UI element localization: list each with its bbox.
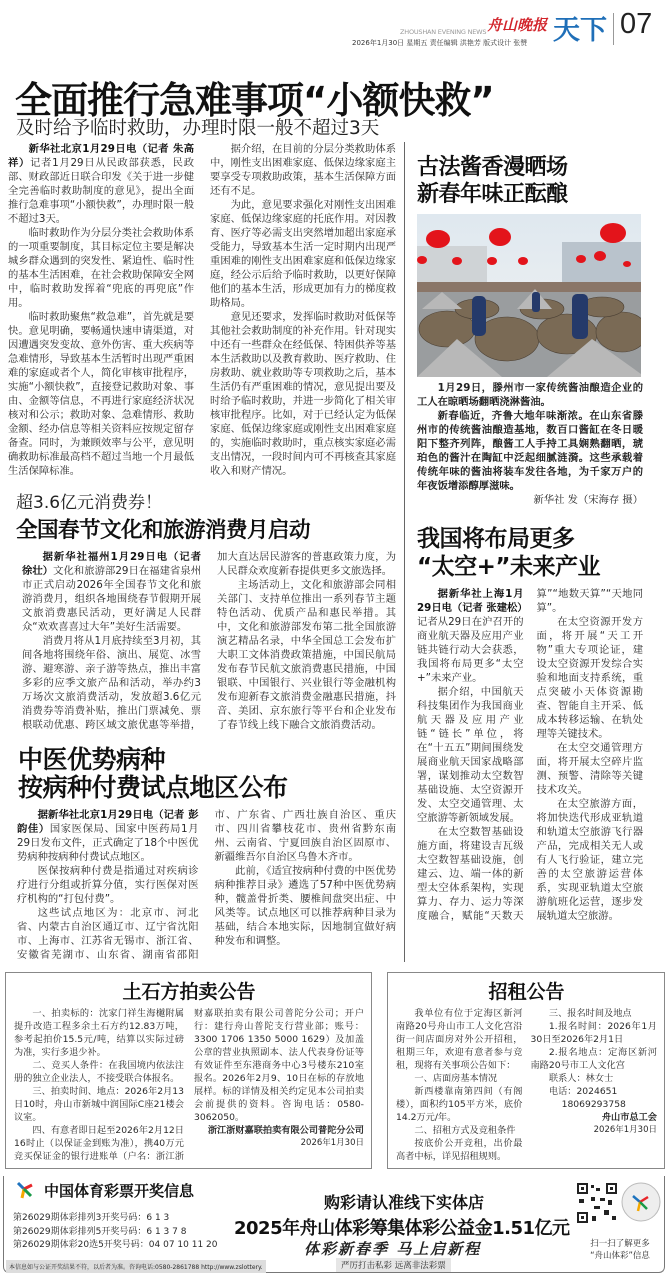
paragraph: 四、有意者即日起至2026年2月12日16时止（以保证金到账为准），携40万元竞买保证金的银行进账单（户名：浙江浙财嘉联拍卖有限公司普陀分公司；开户行：建行舟山普陀支行营业部；账号：3300 1706 1350 5000 1629）及加盖公章的营业执照副本、法人代表身份证等有效证件至东港商务中心3号楼东210室报名。2026年2月9、10日在标的存放地展样。标的详情及相关约定见本公司拍卖会前提供的资料。咨询电话：0580-3062050。 — [14, 1008, 364, 1162]
paragraph: 意见还要求，发挥临时救助对低保等其他社会救助制度的补充作用。针对现实中还有一些群众在经低保、特困供养等基本生活救助以及教育救助、医疗救助、住房救助、就业救助等专项救助之后，基本生活仍有严重困难的情况，意见提出要及时给予临时救助，并进一步简化了相关审核审批程序。比如，对于已经认定为低保家庭、低保边缘家庭或刚性支出困难家庭的，实施临时救助时，重点核实家庭必需支出情况，一段时间内可不再核查其家庭收入和财产情况。 — [210, 311, 396, 477]
newspaper-logo: 舟山晚报 — [487, 16, 548, 34]
result-line: 第26029期体彩20选5开奖号码：04 07 10 11 20 — [13, 1240, 218, 1250]
photo-headline-line-2: 新春年味正酝酿 — [417, 182, 568, 207]
paragraph: 联系人：林女士 — [548, 1073, 614, 1084]
ads-row — [0, 972, 669, 1169]
qr-caption-line: “舟山体彩”信息 — [590, 1251, 650, 1261]
rental-notice — [387, 972, 665, 1169]
tourism-headline: 全国春节文化和旅游消费月启动 — [16, 518, 311, 543]
rental-title: 招租公告 — [488, 981, 565, 1003]
issue-meta: 2026年1月30日 星期五 责任编辑 洪艳芳 版式设计 张赞 — [352, 39, 528, 47]
paragraph: 在太空资源开发方面，将开展“天工开物”重大专项论证，建设太空资源开发综合实验和地面支持系统，重点突破小天体资源勘查、智能自主开采、低成本转移运输、在轨处理等关键技术。 — [536, 616, 643, 740]
caption-paragraph: 新春临近，齐鲁大地年味渐浓。在山东省滕州市的传统酱油酿造基地，数百口酱缸在冬日暖阳下整齐列阵，酿酱工人手持工具娴熟翻晒，琥珀色的酱汁在陶缸中泛起细腻涟漪。这些承载着传统年味的酱油将装车发往各地，为千家万户的年夜饭增添醇厚滋味。 — [417, 410, 643, 492]
paragraph: 记者1月29日从民政部获悉，民政部、财政部近日联合印发《关于进一步健全完善临时救助制度的意见》，提出全面推行急难事项“小额快救”，办理时限一般不超过3天。 — [8, 157, 195, 225]
auction-date: 2026年1月30日 — [300, 1138, 364, 1148]
paragraph: 新西楼靠南第四间（有阁楼），面积约105平方米，底价14.2万元/年。 — [396, 1086, 523, 1123]
paragraph: 二、招租方式及竞租条件 — [414, 1125, 516, 1136]
space-headline-line-2: “太空+”未来产业 — [417, 554, 601, 580]
lead-subheadline: 及时给予临时救助，办理时限一般不超过3天 — [16, 118, 380, 139]
paragraph: 记者从29日在沪召开的商业航天器及应用产业链共链行动大会获悉，我国将布局更多“太空+”未来产业。 — [417, 616, 524, 684]
main-row — [0, 142, 669, 962]
page-number: 07 — [620, 8, 653, 40]
lead-body — [8, 142, 396, 478]
dateline: 新华社北京1月29日电（记者 朱高祥） — [8, 143, 194, 169]
space-headline-line-1: 我国将布局更多 — [417, 526, 575, 552]
dateline: 据新华社福州1月29日电（记者 徐壮） — [22, 551, 201, 577]
paragraph: 文化和旅游部29日在福建省泉州市正式启动2026年全国春节文化和旅游消费月，组织各地围绕春节假期开展文旅消费惠民活动，更好满足人民群众“欢欢喜喜过大年”美好生活需要。 — [22, 565, 201, 633]
lottery-title: 中国体育彩票开奖信息 — [44, 1182, 195, 1200]
tourism-body — [8, 550, 396, 732]
photo-credit: 新华社 发（宋海存 摄） — [533, 494, 643, 506]
lottery-slogan-1: 购彩请认准线下实体店 — [323, 1193, 484, 1212]
sports-lottery-logo-icon — [14, 1180, 36, 1200]
lead-headline: 全面推行急难事项“小额快救” — [15, 79, 494, 122]
paragraph: 国家医保局、国家中医药局1月29日发布文件，正式确定了18个中医优势病种按病种付费试点地区。 — [17, 823, 199, 863]
tcm-headline: 按病种付费试点地区公布 — [18, 773, 288, 802]
result-line: 第26029期体彩排列5开奖号码：6 1 3 7 8 — [13, 1226, 187, 1237]
right-column — [405, 142, 653, 923]
dateline: 据新华社北京1月29日电（记者 彭韵佳） — [17, 809, 199, 835]
paragraph: 在太空交通管理方面，将开展太空碎片监测、预警、清除等关键技术攻关。 — [536, 742, 643, 796]
masthead-english-name: ZHOUSHAN EVENING NEWS — [400, 28, 487, 36]
lottery-ad — [3, 1176, 665, 1273]
dateline: 据新华社上海1月29日电（记者 张建松） — [417, 588, 528, 614]
lottery-slogan-2: 2025年舟山体彩筹集体彩公益金1.51亿元 — [234, 1218, 570, 1239]
auction-notice — [5, 972, 372, 1169]
paragraph: 三、拍卖时间、地点：2026年2月13日10时，舟山市新城中润国际C座21楼会议室。 — [14, 1086, 184, 1123]
space-body — [417, 587, 643, 923]
paragraph: 临时救助作为分层分类社会救助体系的一项重要制度，其目标定位主要是解决城乡群众遇到的突发性、紧迫性、临时性的基本生活困难，在社会救助保障安全网中，临时救助发挥着“兜底的再兜底”作用。 — [8, 227, 194, 309]
tcm-kicker: 中医优势病种 — [18, 745, 166, 774]
lottery-slogan-4: 严厉打击私彩 远离非法彩票 — [336, 1258, 451, 1272]
qr-code-icon[interactable] — [576, 1182, 618, 1224]
lottery-slogan-3: 体彩新春季 马上启新程 — [304, 1240, 482, 1258]
paragraph: 在太空旅游方面，将加快迭代形成亚轨道和轨道太空旅游飞行器产品，完成相关无人或有人飞行验证，建立完善的太空旅游运营体系，实现亚轨道太空旅游航班化运营，逐步发展轨道太空旅游。 — [536, 798, 643, 922]
tcm-body — [8, 808, 396, 962]
paragraph: 据介绍，在目前的分层分类救助体系中，刚性支出困难家庭、低保边缘家庭主要享受专项救助政策，基本生活保障方面还有不足。 — [210, 143, 396, 197]
paragraph: 主场活动上，文化和旅游部会同相关部门、支持单位推出一系列春节主题特色活动、优质产品和惠民举措。其中，文化和旅游部发布第二批全国旅游演艺精品名录，中华全国总工会发布扩大职工文体消费政策措施，中国民航局发布春节民航文旅消费惠民措施，中国银联、中国银行、兴业银行等金融机构发布迎新春文旅消费金融惠民措施，抖音、美团、京东旅行等平台和企业发布了春节线上线下融合文旅消费活动。 — [217, 579, 396, 731]
paragraph: 据介绍，中国航天科技集团作为我国商业航天器及应用产业链“链长”单位，将在“十五五”期间围绕发展商业航天国家战略部署，谋划推动太空数智基础设施、太空资源开发、太空交通管理、太空旅游等新领域发展。 — [417, 686, 524, 824]
paragraph: 三、报名时间及地点 — [548, 1008, 632, 1019]
paragraph: 电话：2024651 — [548, 1086, 618, 1097]
paragraph: 一、店面房基本情况 — [414, 1073, 498, 1084]
paragraph: 临时救助聚焦“救急难”，首先就是要快。意见明确，要畅通快速申请渠道，对因遭遇突发变故、意外伤害、重大疾病等急难情形，导致基本生活暂时出现严重困难的家庭或者个人，简化审核审批程序，实施“小额快救”，直接登记救助对象、事由、金额等信息，不再进行家庭经济状况核对和公示；救助对象、急难情形、救助金额、经办信息等相关资料应按规定留存备查。同时，为兼顾效率与公平，意见明确救助标准最高档不超过当地一个月最低生活保障标准。 — [8, 311, 194, 477]
masthead-divider — [613, 13, 614, 45]
main-column — [8, 142, 405, 962]
paragraph: 这些试点地区为：北京市、河北省、内蒙古自治区通辽市、辽宁省沈阳市、上海市、江苏省无锡市、浙江省、安徽省芜湖市、山东省、湖南省邵阳市、广东省、广西壮族自治区、重庆市、四川省攀枝花市、贵州省黔东南州、云南省、宁夏回族自治区固原市、新疆维吾尔自治区乌鲁木齐市。 — [17, 809, 396, 961]
page-header — [0, 0, 669, 142]
paragraph: 在太空数智基础设施方面，将建设吉瓦级太空数智基础设施，创建云、边、端一体的新型太空体系架构，实现算力、存力、运力等深度融合，赋能“天数天算”“地数天算”“天地同算”。 — [417, 588, 643, 922]
lottery-footer: 本信息如与公证开奖结果不符，以后者为准。咨询电话:0580-2861788 http://www.zslottery. — [6, 1260, 266, 1273]
zhoushan-lottery-badge-icon — [621, 1182, 661, 1222]
auction-signature: 浙江浙财嘉联拍卖有限公司普陀分公司 — [207, 1125, 364, 1136]
paragraph: 医保按病种付费是指通过对疾病诊疗进行分组或折算分值，实行医保对医疗机构的“打包付费”。 — [17, 865, 199, 905]
paragraph: 此前，《适宜按病种付费的中医优势病种推荐目录》遴选了57种中医优势病种，髋盖骨折类、腰椎间盘突出症、中风类等。试点地区可以推荐病种目录为基础，结合本地实际，因地制宜做好病种发布和调整。 — [214, 865, 396, 947]
result-line: 第26029期体彩排列3开奖号码：6 1 3 — [13, 1213, 170, 1223]
paragraph: 消费月将从1月底持续至3月初，其间各地将围绕年俗、演出、展览、冰雪游、避寒游、亲子游等热点，推出丰富多彩的应季文旅产品和活动，举办约3万场次文旅消费活动，发放超3.6亿元消费券等消费补贴，推出门票减免、票根联动优惠、跨区域文旅优惠等举措，加大直达居民游客的普惠政策力度，为人民群众欢度新春提供更多文旅选择。 — [22, 551, 396, 731]
paragraph: 18069293758 — [561, 1099, 626, 1110]
qr-caption-line: 扫一扫了解更多 — [590, 1239, 650, 1249]
paragraph: 按底价公开竞租，出价最高者中标，详见招租规则。 — [396, 1138, 523, 1162]
lottery-results — [13, 1212, 218, 1253]
photo-caption — [417, 381, 643, 507]
paragraph: 一、拍卖标的：沈家门祥生海樾附属提升改造工程多余土石方约12.83万吨，参考起拍价15.5元/吨，结算以实际过磅为准，实行多退少补。 — [14, 1008, 184, 1058]
qr-caption — [578, 1238, 662, 1262]
paragraph: 1.报名时间：2026年1月30日至2026年2月1日 — [530, 1021, 657, 1045]
caption-paragraph: 1月29日，滕州市一家传统酱油酿造企业的工人在晾晒场翻晒浇淋酱油。 — [417, 382, 643, 408]
paragraph: 为此，意见要求强化对刚性支出困难家庭、低保边缘家庭的托底作用。对因教育、医疗等必需支出突然增加超出家庭承受能力，导致基本生活一定时期内出现严重困难的刚性支出困难家庭和低保边缘家庭，经公示后给予临时救助，以更好保障他们的基本生活，形成更加有力的梯度救助格局。 — [210, 199, 396, 309]
paragraph: 2.报名地点：定海区新河南路20号市工人文化宫 — [530, 1047, 657, 1071]
paragraph: 二、竞买人条件：在我国境内依法注册的独立企业法人，不接受联合体报名。 — [14, 1060, 184, 1084]
rental-signature: 舟山市总工会 — [601, 1112, 657, 1123]
auction-title: 土石方拍卖公告 — [122, 981, 256, 1003]
photo-headline-line-1: 古法酱香漫晒场 — [417, 155, 568, 180]
tourism-kicker: 超3.6亿元消费券！ — [16, 493, 163, 513]
section-name: 天下 — [553, 15, 607, 46]
paragraph: 我单位有位于定海区新河南路20号舟山市工人文化宫沿街一间店面房对外公开招租，租期三年，欢迎有意者参与竞租，现将有关事项公告如下： — [396, 1008, 523, 1071]
rental-date: 2026年1月30日 — [593, 1125, 657, 1135]
soy-sauce-drying-photo — [417, 214, 641, 377]
